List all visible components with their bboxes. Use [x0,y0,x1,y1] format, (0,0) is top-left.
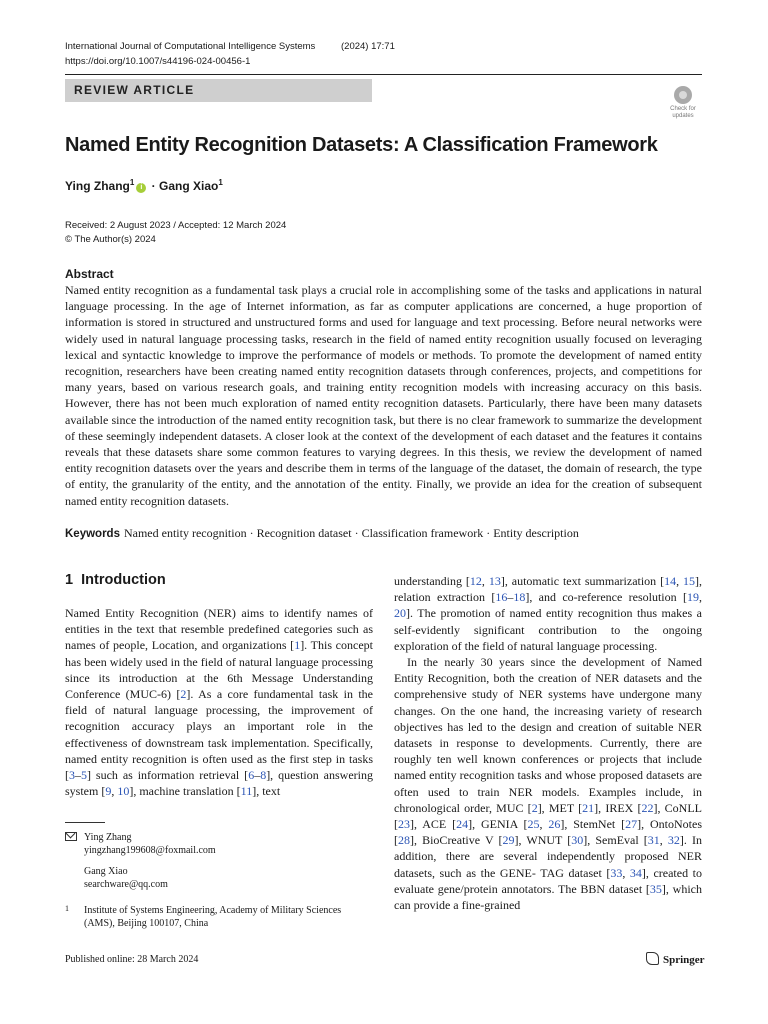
body-paragraph: In the nearly 30 years since the development of Named Entity Recognition, both the creation of NER datasets and the comprehensive study of NER systems have undergone many changes. On the one hand, the increasing variety of research objectives has led to the design and creation of suitable NER datasets in response to developments. Currently, there are roughly ten well known conferences or projects that include named entity recognition tasks and whose proposed datasets are often used to train NER models. Examples include, in chronological order, MUC [2], MET [21], IREX [22], CoNLL [23], ACE [24], GENIA [25, 26], StemNet [27], OntoNotes [28], BioCreative V [29], WNUT [30], SemEval [31, 32]. In addition, there are several independently proposed NER datasets, such as the GENE- TAG dataset [33, 34], created to evaluate gene/protein annotators. The BBN dataset [35], which can provide a fine-grained [394,655,703,913]
keywords [65,526,702,541]
affiliation-number: 1 [65,904,69,913]
article-dates [65,219,286,247]
abstract-text: Named entity recognition as a fundamental task plays a crucial role in accomplishing some of the tasks and applications in natural language processing. In the age of Internet information, as far as computer applications are concerned, a huge proportion of information is stored in structured and unstructured forms and used for language and text processing. Before neural networks were widely used in natural language processing tasks, research in the field of named entity recognition usually focused on leveraging lexical and syntactic knowledge to improve the performance of models or methods. To promote the development of named entity recognition, researchers have been creating named entity recognition datasets through conferences, projects, and competitions for many years, based on various research goals, and training entity recognition models with increasing accuracy on this basis. However, there has not been much exploration of named entity recognition datasets. Particularly, there have been many datasets available since the introduction of the named entity recognition task, but there is no clear framework to summarize the development of these seemingly independent datasets. A closer look at the context of the development of each dataset and the features it contains reveals that these datasets share some common features to varying degrees. In this thesis, we review the development of named entity recognition datasets over the years and describe them in terms of the language of the dataset, the domain of research, the type of entity, the granularity of the entity, and the annotation of the entity. Finally, we provide an idea for the creation of subsequent named entity recognition datasets. [65,283,702,508]
body-column-left [65,605,373,799]
body-paragraph: Named Entity Recognition (NER) aims to identify names of entities in the text that resemble predefined categories such as names of people, Location, and organizations [1]. This concept has been widely used in the field of natural language processing since its introduction at the 6th Message Understanding Conference (MUC-6) [2]. As a core fundamental task in the field of natural language processing, the improvement of recognition accuracy plays an important role in the effectiveness of downstream task implementation. Specifically, named entity recognition is often used as the first step in tasks [3–5] such as information retrieval [6–8], question answering system [9, 10], machine translation [11], text [65,606,373,799]
author-name: Gang Xiao [84,866,128,877]
journal-name: International Journal of Computational Intelligence Systems [65,41,316,52]
citation-link[interactable]: 10 [117,784,130,799]
article-type-label: REVIEW ARTICLE [74,83,195,97]
author-list [65,178,223,193]
citation-link[interactable]: 2 [531,800,538,815]
abstract-heading: Abstract [65,267,114,281]
citation-link[interactable]: 22 [641,800,654,815]
body-paragraph: understanding [12, 13], automatic text summarization [14, 15], relation extraction [16–18], and co-reference resolution [19, 20]. The promotion of named entity recognition thus makes a self-evidently significant contribution to the ongoing exploration of the field of natural language processing. [394,574,703,653]
citation-link[interactable]: 18 [513,590,526,605]
published-date: Published online: 28 March 2024 [65,954,199,965]
citation-link[interactable]: 6 [248,768,255,783]
citation-link[interactable]: 2 [180,687,187,702]
citation-link[interactable]: 19 [687,590,699,605]
citation-link[interactable]: 34 [629,865,642,880]
citation-link[interactable]: 32 [667,833,680,848]
affiliation-marker: 1 [129,178,135,187]
header-rule [65,74,702,75]
citation-link[interactable]: 25 [527,817,540,832]
citation-link[interactable]: 1 [294,638,301,653]
citation-link[interactable]: 8 [260,768,267,783]
body-column-right [394,573,702,913]
copyright-line: © The Author(s) 2024 [65,234,156,245]
article-type-banner [65,79,372,102]
check-for-updates-badge[interactable] [664,84,702,124]
citation-link[interactable]: 21 [582,800,595,815]
citation-link[interactable]: 13 [488,574,501,588]
affiliation-marker: 1 [218,178,223,187]
author-email[interactable]: searchware@qq.com [84,879,168,890]
keywords-heading: Keywords [65,528,120,540]
author-name[interactable]: Ying Zhang [65,179,130,193]
citation-link[interactable]: 35 [649,881,662,896]
citation-link[interactable]: 12 [469,574,482,588]
citation-link[interactable]: 14 [664,574,677,588]
journal-volume: (2024) 17:71 [341,41,395,52]
article-title: Named Entity Recognition Datasets: A Classification Framework [65,134,658,156]
orcid-icon[interactable]: i [136,183,146,193]
citation-link[interactable]: 31 [647,833,660,848]
citation-link[interactable]: 15 [683,574,696,588]
citation-link[interactable]: 23 [398,817,410,832]
keywords-text: Named entity recognition · Recognition dataset · Classification framework · Entity description [123,526,579,540]
author-name: Ying Zhang [84,832,132,843]
citation-link[interactable]: 24 [456,817,469,832]
doi-link[interactable]: https://doi.org/10.1007/s44196-024-00456-1 [65,56,251,67]
footnote-rule [65,822,105,823]
citation-link[interactable]: 33 [610,865,623,880]
received-accepted-dates: Received: 2 August 2023 / Accepted: 12 March 2024 [65,220,287,231]
section-title: Introduction [81,572,166,588]
citation-link[interactable]: 5 [81,768,87,783]
citation-link[interactable]: 16 [495,590,508,605]
section-heading [65,572,166,588]
citation-link[interactable]: 3 [69,768,75,783]
envelope-icon [65,832,77,841]
citation-link[interactable]: 30 [571,833,584,848]
check-updates-label: Check for updates [670,106,696,119]
publisher-logo [646,952,705,966]
author-name[interactable]: Gang Xiao [159,179,219,193]
citation-link[interactable]: 27 [625,817,638,832]
publisher-name: Springer [663,954,705,966]
springer-horse-icon [646,952,659,965]
check-updates-icon [674,86,692,104]
citation-link[interactable]: 20 [394,606,406,621]
citation-link[interactable]: 29 [502,833,515,848]
citation-link[interactable]: 9 [105,784,112,799]
author-email[interactable]: yingzhang199608@foxmail.com [84,845,216,856]
section-number: 1 [65,572,74,588]
citation-link[interactable]: 28 [398,833,410,848]
author-separator: · [148,179,160,193]
citation-link[interactable]: 26 [548,817,561,832]
affiliation-text: Institute of Systems Engineering, Academy of Military Sciences (AMS), Beijing 100107, China [84,905,342,929]
citation-link[interactable]: 11 [240,784,253,799]
